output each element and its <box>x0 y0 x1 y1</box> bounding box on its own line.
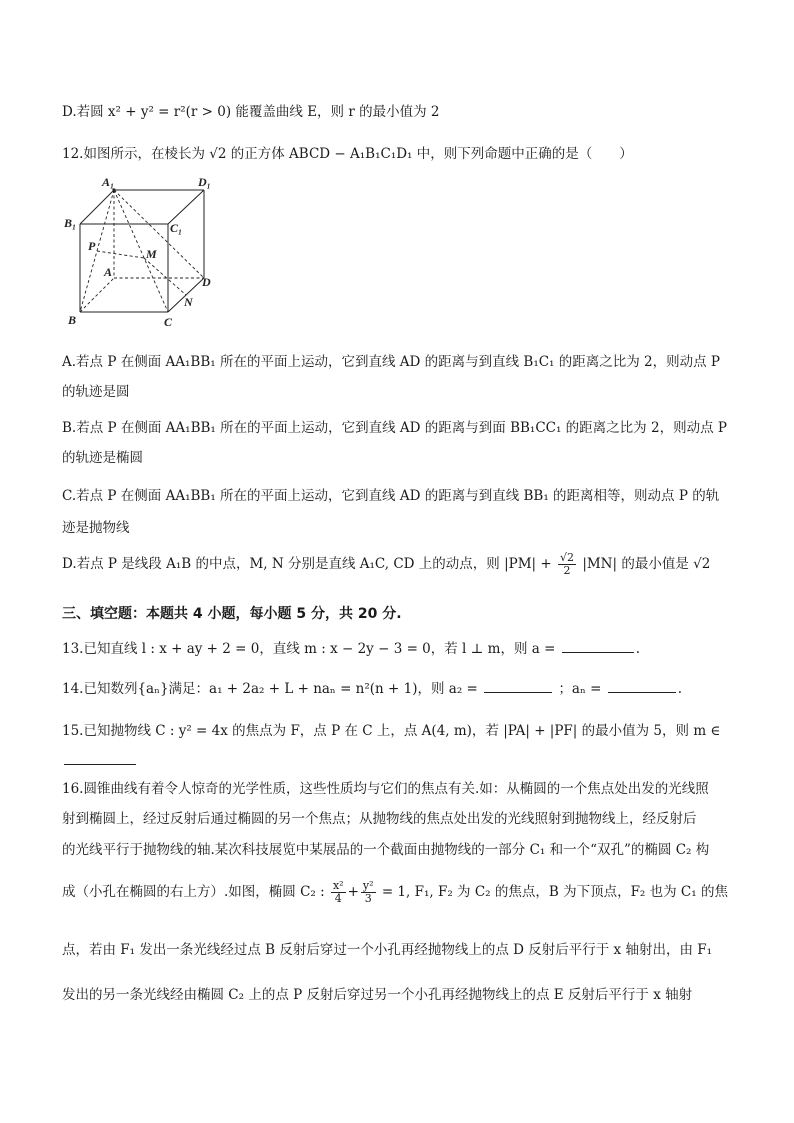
q15: 15.已知抛物线 C : y² = 4x 的焦点为 F，点 P 在 C 上，点 A(4, m)，若 |PA| + |PF| 的最小值为 5，则 m ∈ <box>62 723 721 739</box>
q13: 13.已知直线 l : x + ay + 2 = 0，直线 m : x − 2y − 3 = 0，若 l ⊥ m，则 a = . <box>62 641 640 657</box>
q12-option-c-line2: 迹是抛物线 <box>62 520 130 536</box>
q16-frac1-den: 4 <box>334 892 342 905</box>
seg-pm <box>97 251 144 258</box>
q13-text: 13.已知直线 l : x + ay + 2 = 0，直线 m : x − 2y − 3 = 0，若 l ⊥ m，则 a = <box>62 641 556 657</box>
edge-ab-hidden <box>80 278 114 312</box>
q16-frac2-den: 3 <box>364 892 372 905</box>
q12-option-b-line1: B.若点 P 在侧面 AA₁BB₁ 所在的平面上运动，它到直线 AD 的距离与到面 BB₁CC₁ 的距离之比为 2，则动点 P <box>62 420 727 436</box>
q11-option-d: D.若圆 x² + y² = r²(r > 0) 能覆盖曲线 E，则 r 的最小值为 2 <box>62 104 440 120</box>
q12d-text-pre: D.若点 P 是线段 A₁B 的中点，M, N 分别是直线 A₁C, CD 上的动点，则 |PM| + <box>62 556 552 572</box>
q14-answer-blank-2[interactable] <box>608 680 676 693</box>
label-b: B <box>68 313 77 327</box>
q12d-frac-num: √2 <box>560 551 575 565</box>
q15-answer-line <box>62 752 138 769</box>
q13-answer-blank[interactable] <box>562 640 634 653</box>
q16-line2: 射到椭圆上，经过反射后通过椭圆的另一个焦点；从抛物线的焦点处出发的光线照射到抛物线上，经反射后 <box>62 811 697 827</box>
q14: 14.已知数列{aₙ}满足：a₁ + 2a₂ + L + naₙ = n²(n + 1)，则 a₂ = ；aₙ = . <box>62 681 683 697</box>
label-b1: B₁ <box>64 216 77 230</box>
q14-text-pre: 14.已知数列{aₙ}满足：a₁ + 2a₂ + L + naₙ = n²(n + 1)，则 a₂ = <box>62 681 478 697</box>
q15-answer-blank[interactable] <box>64 752 136 765</box>
q12-option-d <box>62 552 710 577</box>
q16-line4-pre: 成（小孔在椭圆的右上方）.如图，椭圆 C₂ : <box>62 884 325 900</box>
edge-c1d1 <box>168 190 204 224</box>
cube-figure <box>62 172 222 332</box>
q12-option-a-line2: 的轨迹是圆 <box>62 384 130 400</box>
q12d-text-post: |MN| 的最小值是 √2 <box>582 556 711 572</box>
q16-line1: 16.圆锥曲线有着令人惊奇的光学性质，这些性质均与它们的焦点有关.如：从椭圆的一个焦点处出发的光线照 <box>62 781 709 797</box>
q12d-frac-den: 2 <box>563 564 571 577</box>
label-c1: C₁ <box>170 221 183 235</box>
label-p: P <box>88 239 96 253</box>
q16-line6: 发出的另一条光线经由椭圆 C₂ 上的点 P 反射后穿过另一个小孔再经抛物线上的点 E 反射后平行于 x 轴射 <box>62 987 693 1003</box>
label-d1: D₁ <box>198 175 211 189</box>
q16-line5: 点，若由 F₁ 发出一条光线经过点 B 反射后穿过一个小孔再经抛物线上的点 D 反射后平行于 x 轴射出，由 F₁ <box>62 942 713 958</box>
q12-option-a-line1: A.若点 P 在侧面 AA₁BB₁ 所在的平面上运动，它到直线 AD 的距离与到直线 B₁C₁ 的距离之比为 2，则动点 P <box>62 354 721 370</box>
q16-line4-post: = 1, F₁, F₂ 为 C₂ 的焦点，B 为下顶点，F₂ 也为 C₁ 的焦 <box>381 884 728 900</box>
q16-fraction-y <box>361 880 376 904</box>
q14-answer-blank-1[interactable] <box>484 680 552 693</box>
q16-frac1-num: x² <box>332 879 344 893</box>
q16-line3: 的光线平行于抛物线的轴.某次科技展览中某展品的一个截面由抛物线的一部分 C₁ 和一个“双孔”的椭圆 C₂ 构 <box>62 842 710 858</box>
label-a1: A₁ <box>102 175 115 189</box>
q12-option-b-line2: 的轨迹是椭圆 <box>62 450 143 466</box>
label-m: M <box>146 247 157 261</box>
q16-line4: 成（小孔在椭圆的右上方）.如图，椭圆 C₂ : $\frac{\text{x²}}{4}$ + $\frac{\text{y²}}{3}$ = 1, F₁, F₂ 为 C₂ 的焦点，B 为下顶点，F₂ 也为 C₁ 的焦 <box>62 879 728 905</box>
section-3-heading: 三、填空题：本题共 4 小题，每小题 5 分，共 20 分. <box>62 606 402 622</box>
q14-text-mid: ；aₙ = <box>558 681 602 697</box>
q12-stem: 12.如图所示，在棱长为 √2 的正方体 ABCD − A₁B₁C₁D₁ 中，则下列命题中正确的是（ ） <box>62 146 633 162</box>
label-a: A <box>104 265 113 279</box>
q16-fraction-x <box>331 880 346 904</box>
label-c: C <box>164 315 173 329</box>
label-n: N <box>184 295 193 309</box>
label-d: D <box>202 275 211 289</box>
q12-option-c-line1: C.若点 P 在侧面 AA₁BB₁ 所在的平面上运动，它到直线 AD 的距离与到直线 BB₁ 的距离相等，则动点 P 的轨 <box>62 488 720 504</box>
diag-a1c <box>114 190 168 312</box>
q16-frac2-num: y² <box>362 879 374 893</box>
q12d-fraction <box>558 552 576 576</box>
seg-mn <box>144 258 186 295</box>
